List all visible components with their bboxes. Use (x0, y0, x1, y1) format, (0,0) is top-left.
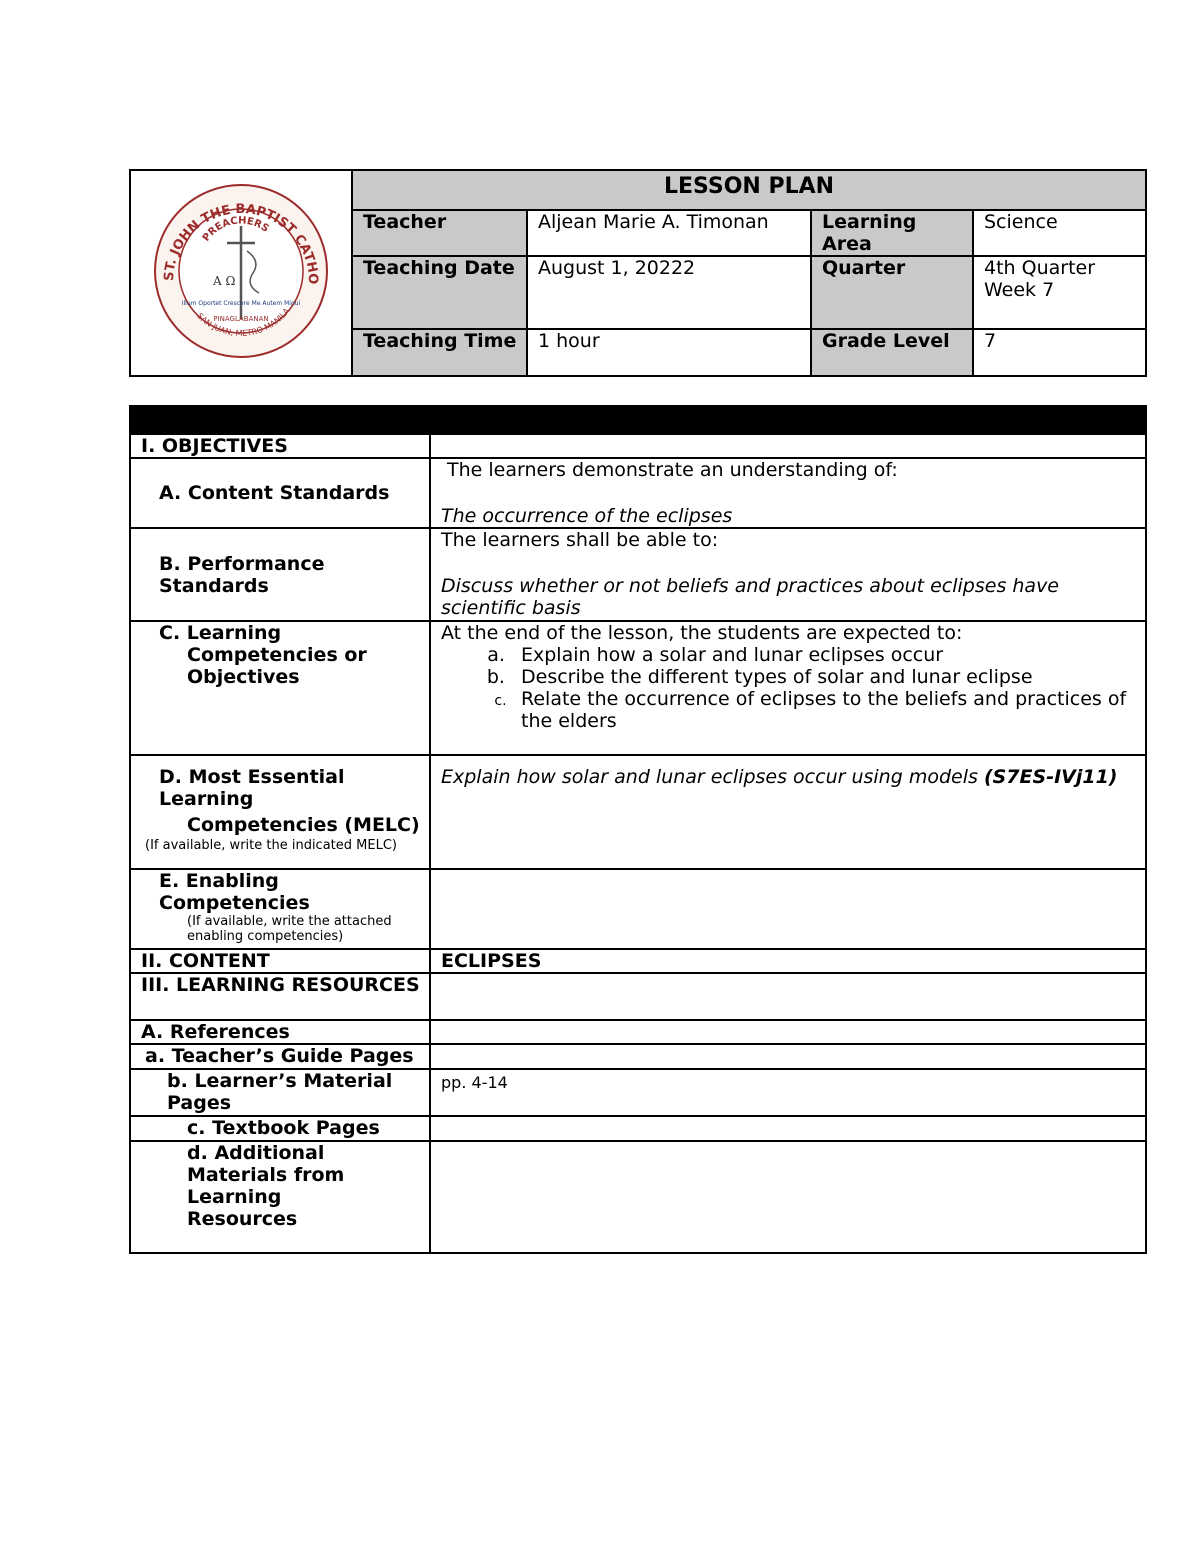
content-value: ECLIPSES (430, 949, 1146, 973)
references-empty-cell (430, 1020, 1146, 1044)
content-standards-label: A. Content Standards (130, 458, 430, 528)
school-logo-cell (130, 170, 352, 376)
textbook-empty-cell (430, 1116, 1146, 1141)
content-standards-intro: The learners demonstrate an understanding of: (447, 459, 898, 481)
seal-place-text: PINAGLABANAN (213, 314, 269, 323)
learning-objectives-list (441, 644, 1145, 732)
alpha-omega-text: A Ω (213, 273, 236, 288)
melc-text: Explain how solar and lunar eclipses occur using models (441, 766, 978, 788)
resources-empty-cell (430, 973, 1146, 1020)
enabling-empty-cell (430, 869, 1146, 949)
enabling-label-cell (130, 869, 430, 949)
grade-level-value: 7 (973, 329, 1146, 376)
teacher-value: Aljean Marie A. Timonan (527, 210, 811, 256)
school-seal-logo (151, 181, 331, 361)
seal-inner-text: PREACHERS (200, 214, 271, 244)
quarter-label: Quarter (811, 256, 973, 329)
enabling-label: E. Enabling Competencies (159, 870, 310, 914)
content-heading: II. CONTENT (130, 949, 430, 973)
additional-label-cell (130, 1141, 430, 1253)
learning-competencies-label: C. Learning (159, 622, 282, 644)
learning-competencies-cell (430, 621, 1146, 755)
additional-label: Additional Materials from Learning Resources (187, 1142, 345, 1230)
enabling-note: (If available, write the attached enabling competencies) (187, 914, 392, 944)
teacher-label: Teacher (352, 210, 527, 256)
learning-area-label: Learning Area (811, 210, 973, 256)
learning-competencies-sublabel: Competencies or Objectives (187, 644, 367, 688)
additional-marker: d. (187, 1142, 208, 1164)
seal-bottom-text: SAN JUAN, METRO MANILA (195, 306, 292, 338)
textbook-label-cell (130, 1116, 430, 1141)
tg-pages-empty-cell (430, 1044, 1146, 1069)
grade-level-label: Grade Level (811, 329, 973, 376)
performance-standards-cell (430, 528, 1146, 621)
performance-standards-label: B. Performance Standards (130, 528, 430, 621)
lm-pages-marker: b. (167, 1070, 188, 1092)
header-bar (130, 406, 1146, 434)
content-standards-cell (430, 458, 1146, 528)
learning-area-value: Science (973, 210, 1146, 256)
melc-code: (S7ES-IVj11) (983, 766, 1118, 788)
melc-label-cell (130, 755, 430, 869)
objectives-table (129, 405, 1147, 1254)
tg-pages-marker: a. (145, 1045, 166, 1067)
lesson-plan-title: LESSON PLAN (352, 170, 1146, 210)
objective-item: c. Relate the occurrence of eclipses to the beliefs and practices of the elders (511, 688, 1145, 732)
melc-label: D. Most Essential Learning (159, 766, 345, 810)
objective-item: a. Explain how a solar and lunar eclipses occur (511, 644, 1145, 666)
lm-pages-label-cell (130, 1069, 430, 1116)
seal-motto-text: Illum Oportet Crescere Me Autem Minui (181, 299, 301, 307)
performance-standards-text: Discuss whether or not beliefs and practices about eclipses have scientific basis (441, 575, 1060, 619)
melc-sublabel: Competencies (MELC) (187, 814, 420, 836)
performance-standards-intro: The learners shall be able to: (441, 529, 719, 551)
textbook-label: Textbook Pages (212, 1117, 380, 1139)
lm-pages-label: Learner’s Material Pages (167, 1070, 393, 1114)
lm-pages-value: pp. 4-14 (430, 1069, 1146, 1116)
melc-note: (If available, write the indicated MELC) (145, 838, 397, 853)
objectives-empty-cell (430, 434, 1146, 458)
textbook-marker: c. (187, 1117, 206, 1139)
content-standards-text: The occurrence of the eclipses (441, 505, 733, 527)
tg-pages-label: Teacher’s Guide Pages (171, 1045, 414, 1067)
header-table (129, 169, 1147, 377)
learning-resources-heading: III. LEARNING RESOURCES (130, 973, 430, 1020)
references-label: A. References (130, 1020, 430, 1044)
teaching-time-value: 1 hour (527, 329, 811, 376)
teaching-date-value: August 1, 20222 (527, 256, 811, 329)
objective-item: b. Describe the different types of solar and lunar eclipse (511, 666, 1145, 688)
teaching-time-label: Teaching Time (352, 329, 527, 376)
objectives-heading: I. OBJECTIVES (130, 434, 430, 458)
melc-cell (430, 755, 1146, 869)
additional-empty-cell (430, 1141, 1146, 1253)
learning-competencies-intro: At the end of the lesson, the students are expected to: (441, 622, 963, 644)
learning-competencies-label-cell (130, 621, 430, 755)
quarter-value: 4th Quarter Week 7 (973, 256, 1146, 329)
seal-ring-text: ST. JOHN THE BAPTIST CATHO (161, 201, 321, 285)
tg-pages-label-cell (130, 1044, 430, 1069)
teaching-date-label: Teaching Date (352, 256, 527, 329)
